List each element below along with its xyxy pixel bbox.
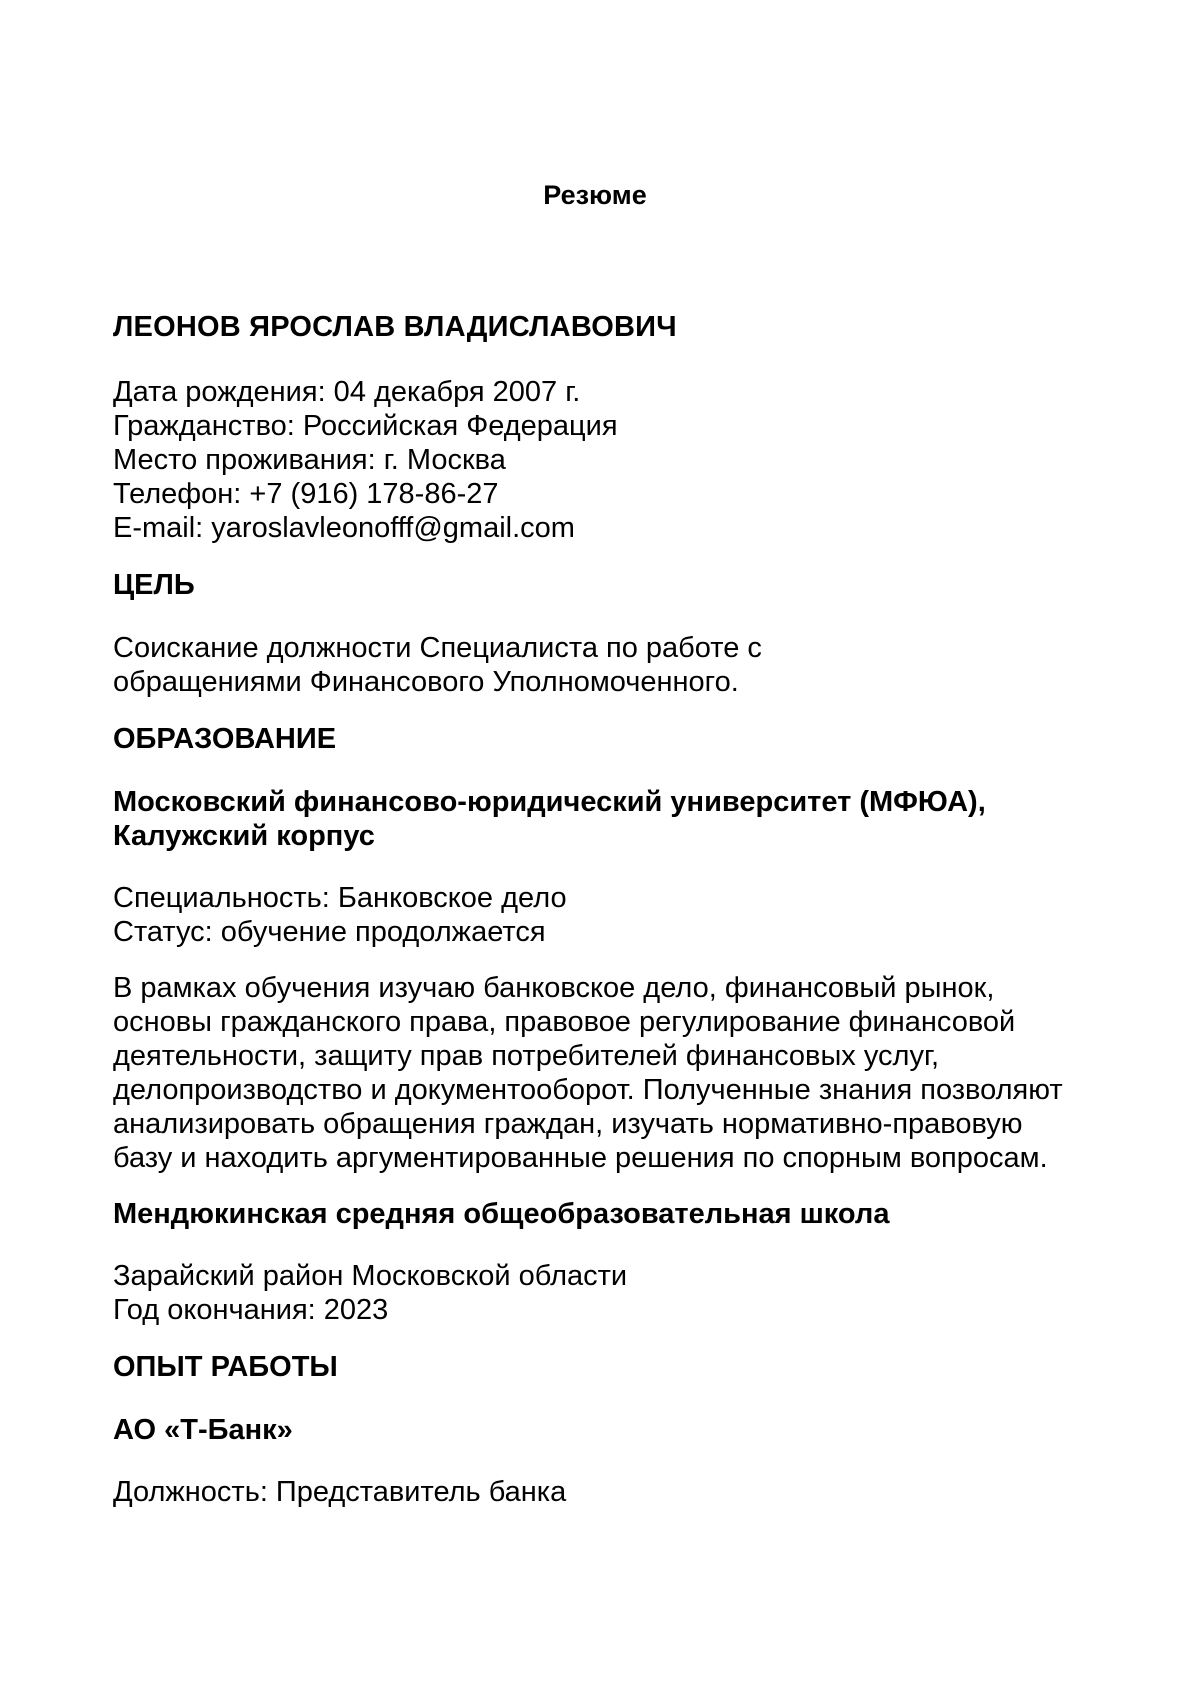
experience-heading: ОПЫТ РАБОТЫ: [113, 1351, 338, 1383]
education-heading: ОБРАЗОВАНИЕ: [113, 723, 337, 755]
school-name: Мендюкинская средняя общеобразовательная школа: [113, 1198, 890, 1230]
phone: Телефон: +7 (916) 178-86-27: [113, 478, 499, 510]
school-details: [113, 1259, 1093, 1327]
citizenship: Гражданство: Российская Федерация: [113, 410, 618, 442]
goal-text: Соискание должности Специалиста по работе с обращениями Финансового Уполномоченного.: [113, 632, 762, 698]
candidate-full-name: ЛЕОНОВ ЯРОСЛАВ ВЛАДИСЛАВОВИЧ: [113, 311, 677, 343]
email: E-mail: yaroslavleonofff@gmail.com: [113, 512, 575, 544]
university-description-block: [113, 971, 1093, 1175]
goal-section: [113, 631, 1093, 699]
university-name: Московский финансово-юридический университет (МФЮА), Калужский корпус: [113, 786, 986, 852]
university-specialty: Специальность: Банковское дело: [113, 882, 567, 914]
resume-content: [113, 309, 1093, 1509]
school-graduation: Год окончания: 2023: [113, 1294, 389, 1326]
personal-info: [113, 375, 1093, 545]
document-title: Резюме: [543, 180, 647, 210]
goal-heading: ЦЕЛЬ: [113, 569, 195, 601]
university-status: Статус: обучение продолжается: [113, 916, 546, 948]
company-name: АО «Т-Банк»: [113, 1414, 293, 1446]
birth-date: Дата рождения: 04 декабря 2007 г.: [113, 376, 581, 408]
job-position: Должность: Представитель банка: [113, 1476, 567, 1508]
residence: Место проживания: г. Москва: [113, 444, 506, 476]
school-location: Зарайский район Московской области: [113, 1260, 628, 1292]
university-details: [113, 881, 1093, 949]
experience-details: [113, 1475, 1093, 1509]
university-description: В рамках обучения изучаю банковское дело, финансовый рынок, основы гражданского права, правовое регулирование финансовой деятельности, защиту прав потребителей финансовых услуг, делопроизводство и документооборот. Полученные знания позволяют анализировать обращения граждан, изучать нормативно-правовую базу и находить аргументированные решения по спорным вопросам.: [113, 972, 1063, 1174]
